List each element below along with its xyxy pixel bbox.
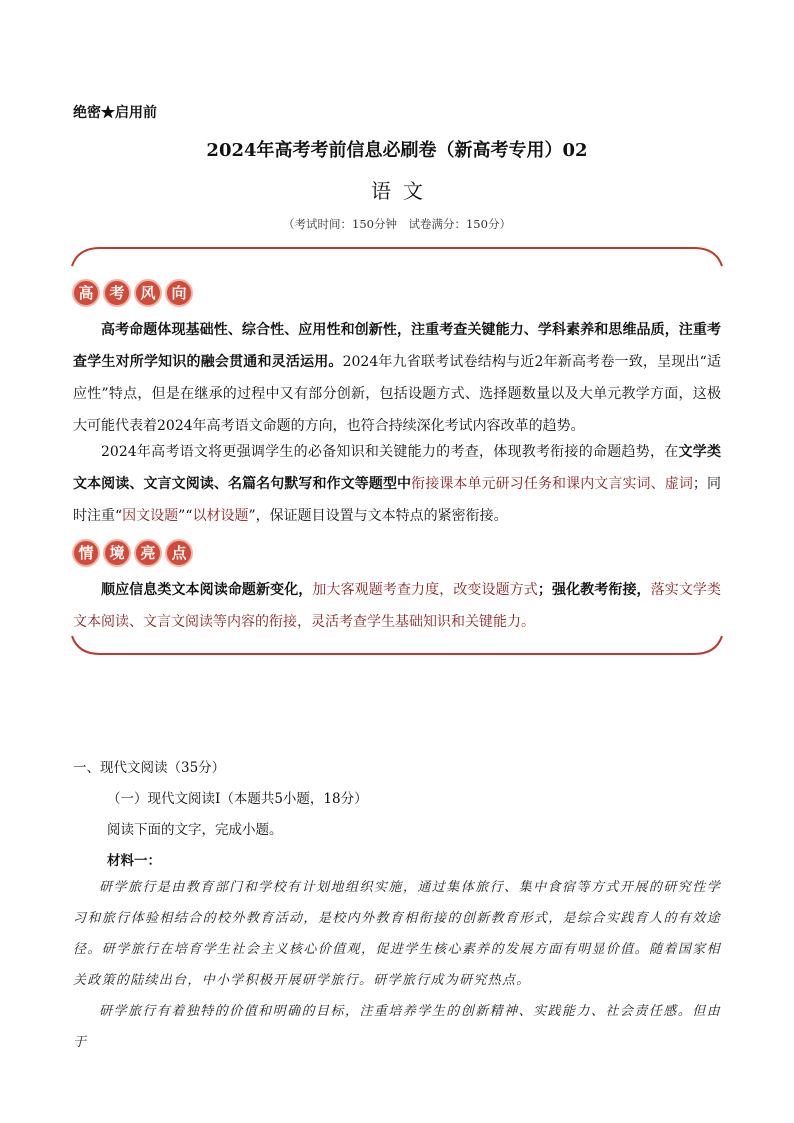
badge-char: 点 — [165, 539, 193, 567]
normal-text: ”“ — [178, 508, 193, 524]
subject-title: 语文 — [371, 179, 435, 203]
material-paragraph-2: 研学旅行有着独特的价值和明确的目标，注重培养学生的创新精神、实践能力、社会责任感。但由于 — [73, 1004, 721, 1050]
subsection-heading: （一）现代文阅读Ⅰ（本题共5小题，18分） — [107, 791, 368, 807]
highlight-text: 落实文学类文本阅读、文言文阅读等内容的衔接，灵活考查学生基础知识和关键能力。 — [73, 582, 722, 630]
bold-text: 高考命题体现基础性、综合性、应用性和创新性，注重考查关键能力、学科素养和思维品质，注重考查学生对所学知识的融会贯通和灵活运用。 — [73, 322, 721, 370]
highlight-text: 因文设题 — [122, 508, 179, 524]
badge-char: 情 — [72, 539, 100, 567]
bold-text: ；强化教考衔接， — [537, 582, 651, 598]
badge-char: 高 — [72, 279, 100, 307]
trend-paragraph-1 — [73, 314, 721, 442]
normal-text: 2024年九省联考试卷结构与近2年新高考卷一致，呈现出“适应性”特点，但是在继承的过程中又有部分创新，包括设题方式、选择题数量以及大单元教学方面，这极大可能代表着2024年高考语文命题的方向，也符合持续深化考试内容改革的趋势。 — [73, 354, 722, 434]
badge-char: 向 — [165, 279, 193, 307]
highlight-text: 衔接课本单元研习任务和课内文言实词、虚词 — [411, 476, 693, 492]
highlight-text: 以材设题 — [192, 508, 249, 524]
exam-info: （考试时间：150分钟 试卷满分：150分） — [283, 217, 511, 231]
bold-text: 文学类文本阅读、文言文阅读、名篇名句默写和作文等题型中 — [73, 444, 721, 492]
badge-char: 考 — [103, 279, 131, 307]
material-paragraph-1: 研学旅行是由教育部门和学校有计划地组织实施，通过集体旅行、集中食宿等方式开展的研究性学习和旅行体验相结合的校外教育活动，是校内外教育相衔接的创新教育形式，是综合实践育人的有效途径。研学旅行在培育学生社会主义核心价值观，促进学生核心素养的发展方面有明显价值。随着国家相关政策的陆续出台，中小学积极开展研学旅行。研学旅行成为研究热点。 — [73, 880, 721, 988]
badge-char: 亮 — [134, 539, 162, 567]
badge-char: 境 — [103, 539, 131, 567]
normal-text: ；同时注重“ — [73, 476, 722, 524]
section-badge-trend — [72, 279, 193, 307]
section-badge-highlights — [72, 539, 193, 567]
normal-text: 2024年高考语文将更强调学生的必备知识和关键能力的考查，体现教考衔接的命题趋势，在 — [101, 444, 679, 460]
normal-text: ”，保证题目设置与文本特点的紧密衔接。 — [248, 508, 508, 524]
exam-title: 2024年高考考前信息必刷卷（新高考专用）02 — [206, 140, 588, 161]
badge-char: 风 — [134, 279, 162, 307]
section-heading: 一、现代文阅读（35分） — [73, 760, 226, 776]
trend-paragraph-2 — [73, 436, 721, 532]
highlight-text: 加大客观题考查力度，改变设题方式 — [312, 582, 538, 598]
highlights-paragraph — [73, 574, 721, 638]
material-label: 材料一： — [107, 853, 161, 869]
instruction-text: 阅读下面的文字，完成小题。 — [107, 822, 283, 838]
confidential-label: 绝密★启用前 — [73, 105, 157, 121]
bold-text: 顺应信息类文本阅读命题新变化， — [101, 582, 313, 598]
